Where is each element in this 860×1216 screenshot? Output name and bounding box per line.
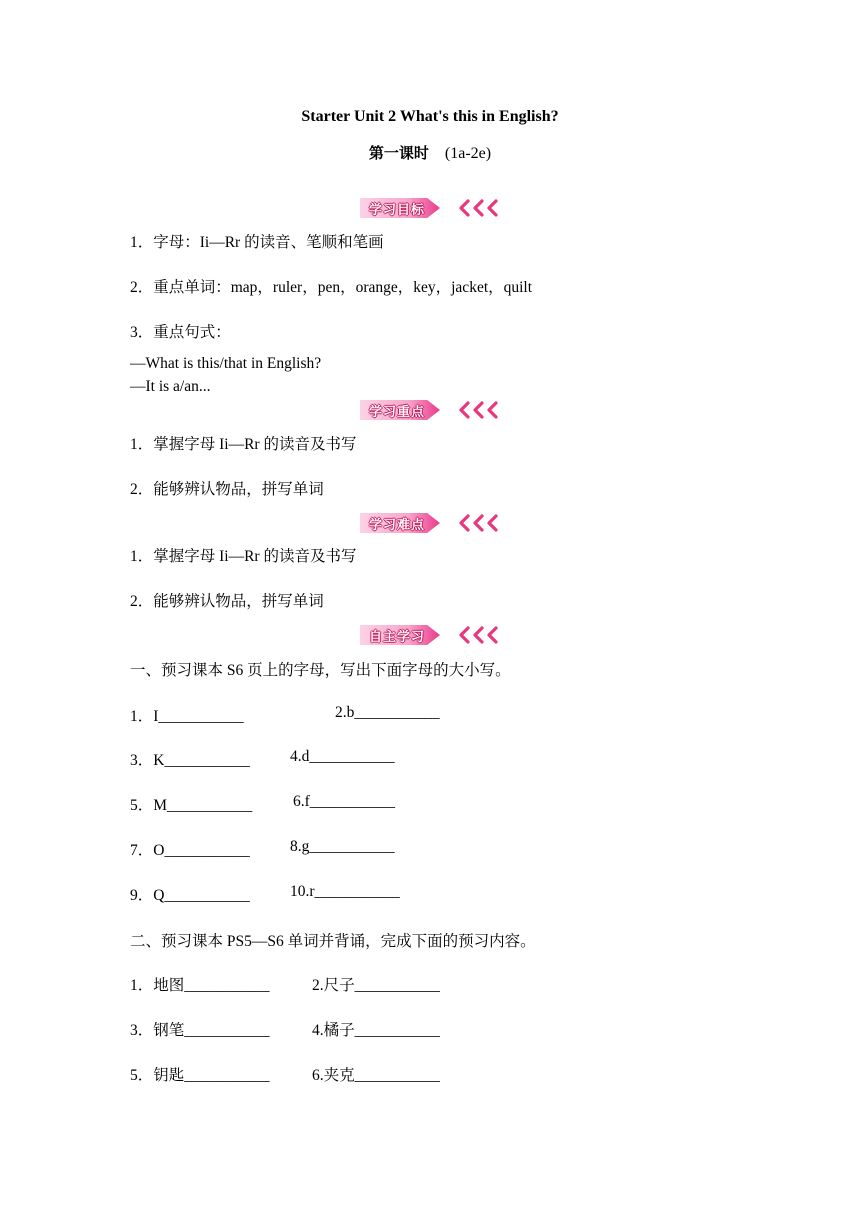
- word-blank[interactable]: 1．地图___________: [130, 977, 270, 994]
- difficulty-item-1: 1．掌握字母 Ii—Rr 的读音及书写: [130, 548, 357, 565]
- objective-item-3: 3．重点句式：: [130, 324, 231, 341]
- banner-label: 学习重点: [368, 405, 425, 420]
- objective-item-2: 2．重点单词：map，ruler，pen，orange，key，jacket，quilt: [130, 279, 533, 296]
- word-blank[interactable]: 4.橘子___________: [312, 1022, 440, 1039]
- letter-blank[interactable]: 10.r___________: [290, 883, 400, 900]
- word-blank[interactable]: 3．钢笔___________: [130, 1022, 270, 1039]
- key-point-item-1: 1．掌握字母 Ii—Rr 的读音及书写: [130, 436, 357, 453]
- banner-label: 自主学习: [368, 630, 425, 645]
- letter-blank[interactable]: 8.g___________: [290, 838, 395, 855]
- banner-difficulties: [360, 513, 510, 533]
- word-blank[interactable]: 2.尺子___________: [312, 977, 440, 994]
- word-blank[interactable]: 5．钥匙___________: [130, 1067, 270, 1084]
- letter-blank[interactable]: 9．Q___________: [130, 887, 250, 904]
- letter-blank[interactable]: 6.f___________: [293, 793, 396, 810]
- banner-label: 学习难点: [368, 518, 425, 533]
- letter-blank[interactable]: 3．K___________: [130, 752, 250, 769]
- period-range: (1a-2e): [444, 145, 492, 162]
- chevrons-left-icon: [456, 625, 504, 645]
- chevrons-left-icon: [456, 513, 504, 533]
- letter-blank[interactable]: 4.d___________: [290, 748, 395, 765]
- letter-blank[interactable]: 5．M___________: [130, 797, 253, 814]
- section-2-title: 二、预习课本 PS5—S6 单词并背诵，完成下面的预习内容。: [130, 933, 536, 950]
- dialog-line-1: —What is this/that in English?: [130, 355, 322, 372]
- letter-blank[interactable]: 2.b___________: [335, 704, 440, 721]
- lesson-subtitle: [0, 142, 860, 163]
- banner-objectives: [360, 198, 510, 218]
- dialog-line-2: —It is a/an...: [130, 378, 211, 395]
- banner-label: 学习目标: [368, 203, 425, 218]
- word-blank[interactable]: 6.夹克___________: [312, 1067, 440, 1084]
- letter-blank[interactable]: 1．I___________: [130, 708, 244, 725]
- page-title: Starter Unit 2 What's this in English?: [301, 108, 559, 125]
- banner-self-study: [360, 625, 510, 645]
- banner-key-points: [360, 400, 510, 420]
- section-1-title: 一、预习课本 S6 页上的字母，写出下面字母的大小写。: [130, 662, 511, 679]
- chevrons-left-icon: [456, 198, 504, 218]
- chevrons-left-icon: [456, 400, 504, 420]
- difficulty-item-2: 2．能够辨认物品，拼写单词: [130, 593, 324, 610]
- key-point-item-2: 2．能够辨认物品，拼写单词: [130, 481, 324, 498]
- objective-item-1: 1．字母：Ii—Rr 的读音、笔顺和笔画: [130, 234, 384, 251]
- letter-blank[interactable]: 7．O___________: [130, 842, 250, 859]
- period-label: 第一课时: [368, 144, 429, 162]
